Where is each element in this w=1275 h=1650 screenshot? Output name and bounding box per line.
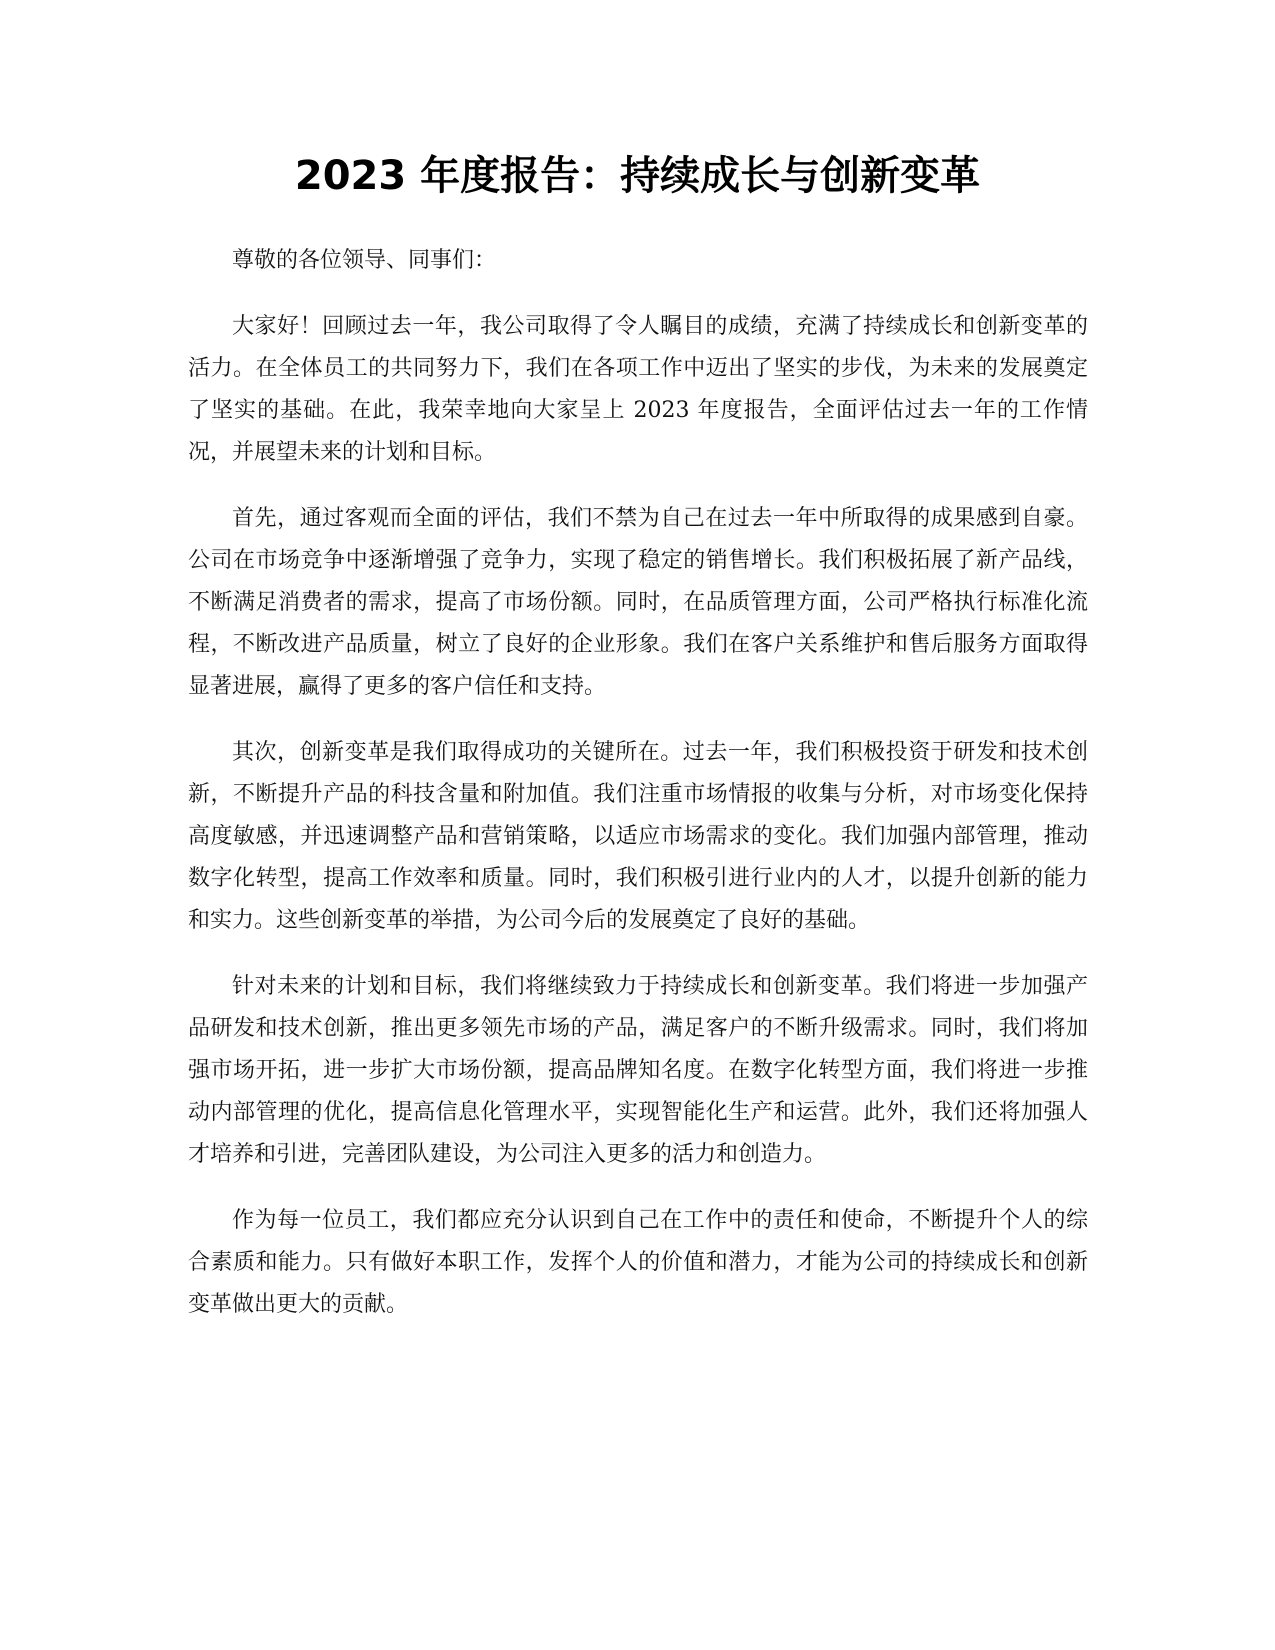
paragraph-closing: 作为每一位员工，我们都应充分认识到自己在工作中的责任和使命，不断提升个人的综合素质和能力。只有做好本职工作，发挥个人的价值和潜力，才能为公司的持续成长和创新变革做出更大的贡献。 (188, 1208, 1088, 1317)
paragraph-innovation: 其次，创新变革是我们取得成功的关键所在。过去一年，我们积极投资于研发和技术创新，不断提升产品的科技含量和附加值。我们注重市场情报的收集与分析，对市场变化保持高度敏感，并迅速调整产品和营销策略，以适应市场需求的变化。我们加强内部管理，推动数字化转型，提高工作效率和质量。同时，我们积极引进行业内的人才，以提升创新的能力和实力。这些创新变革的举措，为公司今后的发展奠定了良好的基础。 (188, 740, 1088, 933)
salutation: 尊敬的各位领导、同事们： (232, 248, 497, 273)
document-title: 2023 年度报告：持续成长与创新变革 (294, 153, 981, 199)
paragraph-future-plans: 针对未来的计划和目标，我们将继续致力于持续成长和创新变革。我们将进一步加强产品研发和技术创新，推出更多领先市场的产品，满足客户的不断升级需求。同时，我们将加强市场开拓，进一步扩大市场份额，提高品牌知名度。在数字化转型方面，我们将进一步推动内部管理的优化，提高信息化管理水平，实现智能化生产和运营。此外，我们还将加强人才培养和引进，完善团队建设，为公司注入更多的活力和创造力。 (188, 974, 1088, 1167)
paragraph-intro: 大家好！回顾过去一年，我公司取得了令人瞩目的成绩，充满了持续成长和创新变革的活力。在全体员工的共同努力下，我们在各项工作中迈出了坚实的步伐，为未来的发展奠定了坚实的基础。在此，我荣幸地向大家呈上 2023 年度报告，全面评估过去一年的工作情况，并展望未来的计划和目标。 (188, 314, 1088, 465)
paragraph-achievements: 首先，通过客观而全面的评估，我们不禁为自己在过去一年中所取得的成果感到自豪。公司在市场竞争中逐渐增强了竞争力，实现了稳定的销售增长。我们积极拓展了新产品线，不断满足消费者的需求，提高了市场份额。同时，在品质管理方面，公司严格执行标准化流程，不断改进产品质量，树立了良好的企业形象。我们在客户关系维护和售后服务方面取得显著进展，赢得了更多的客户信任和支持。 (188, 506, 1088, 699)
document-body (188, 240, 1088, 1350)
